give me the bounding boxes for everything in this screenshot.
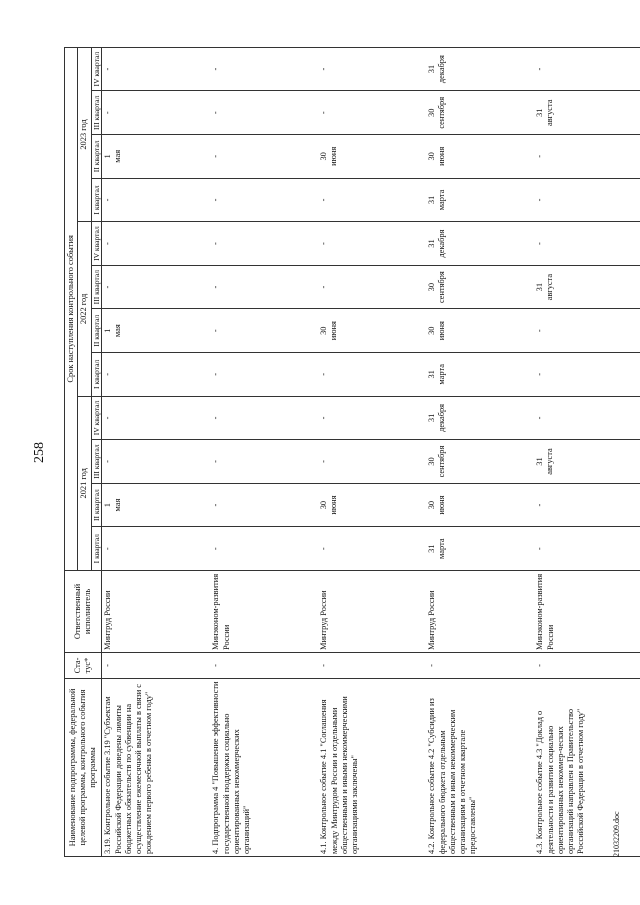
deadline-cell [102,353,211,397]
deadline-month: сентября [437,96,447,129]
row-executor: Минтруд России [426,571,534,653]
deadline-cell [210,483,318,527]
deadline-day: 31 [427,64,437,74]
deadline-cell [318,135,426,179]
page-number: 258 [32,442,47,463]
deadline-day: 1 [103,154,113,159]
table-row [426,47,534,856]
deadline-cell [210,222,318,266]
header-quarter: III квартал [91,440,102,484]
deadline-day: 30 [319,326,329,335]
deadline-month: мая [113,324,123,338]
header-quarter: IV квартал [91,47,102,91]
deadline-month: июня [329,495,339,515]
deadline-day: - [103,111,113,115]
table-row [318,47,426,856]
header-quarter: III квартал [91,265,102,309]
row-name: Подпрограмма 4 "Повышение эффективности государственной поддержки социально ориентированных некоммерческих организаций" [211,681,252,854]
deadline-month: марта [437,538,447,559]
row-name-cell [210,679,318,857]
deadline-day: - [535,503,545,507]
row-name-cell [534,679,640,857]
header-quarter: I квартал [91,353,102,397]
deadline-day: 31 [427,370,437,379]
deadline-day: - [319,67,329,71]
deadline-day: - [211,67,221,71]
deadline-day: - [103,67,113,71]
deadline-cell [318,353,426,397]
deadline-cell [210,440,318,484]
row-number: 4.1. [319,841,329,854]
deadline-month: июня [329,321,339,341]
deadline-cell [102,47,211,91]
deadline-cell [534,265,640,309]
deadline-day: - [211,111,221,115]
deadline-day: 1 [103,503,113,508]
deadline-day: - [103,285,113,289]
deadline-day: - [319,111,329,115]
deadline-month: декабря [437,229,447,258]
deadline-cell [318,527,426,571]
deadline-day: - [211,242,221,245]
deadline-cell [534,483,640,527]
deadline-day: - [535,67,545,71]
deadline-month: июня [329,146,339,166]
row-number: 3.19. [103,837,113,854]
deadline-cell [426,135,534,179]
deadline-cell [210,91,318,135]
deadline-cell [102,265,211,309]
row-name: Контрольное событие 4.3 "Доклад о деятельности и развитии социально ориентированных некоммер-ческих организаций направлен в Правительство Российской Федерации в отчетном году" [535,708,586,854]
header-year: 2022 год [78,222,91,396]
row-status: - [318,653,426,679]
deadline-cell [210,527,318,571]
deadline-cell [534,222,640,266]
deadline-month: марта [437,364,447,385]
header-quarter: III квартал [91,91,102,135]
deadline-cell [426,353,534,397]
deadline-day: - [535,154,545,158]
deadline-cell [318,47,426,91]
deadline-cell [318,265,426,309]
deadline-day: 31 [535,282,545,292]
deadline-cell [426,265,534,309]
deadline-cell [102,440,211,484]
row-number: 4. [211,847,221,854]
header-quarter: IV квартал [91,396,102,440]
deadline-cell [534,396,640,440]
header-year: 2021 год [78,396,91,570]
deadline-day: 31 [427,195,437,205]
deadline-cell [210,265,318,309]
deadline-day: - [535,416,545,420]
deadline-day: 31 [427,239,437,248]
deadline-cell [318,440,426,484]
header-executor: Ответственный исполнитель [65,571,102,653]
header-deadline: Срок наступления контрольного события [65,47,78,570]
deadline-cell [318,309,426,353]
deadline-cell [210,309,318,353]
row-executor: Минтруд России [102,571,211,653]
deadline-cell [318,396,426,440]
table-row [210,47,318,856]
deadline-cell [102,396,211,440]
deadline-day: - [211,198,221,202]
deadline-cell [210,353,318,397]
deadline-cell [102,222,211,266]
table-row [534,47,640,856]
deadline-cell [426,309,534,353]
deadline-day: - [319,372,329,376]
deadline-day: 30 [427,108,437,117]
row-executor: Минэконом-развития России [210,571,318,653]
deadline-day: - [103,416,113,420]
row-status: - [102,653,211,679]
deadline-month: августа [545,448,555,475]
row-name-cell [426,679,534,857]
deadline-day: - [211,329,221,333]
deadline-cell [102,483,211,527]
deadline-day: 30 [427,282,437,292]
deadline-cell [210,135,318,179]
deadline-month: мая [113,149,123,163]
header-quarter: II квартал [91,135,102,179]
row-name-cell [102,679,211,857]
header-quarter: II квартал [91,309,102,353]
deadline-month: мая [113,498,123,512]
table-body [102,47,640,856]
deadline-cell [102,309,211,353]
deadline-month: июня [437,321,447,341]
deadline-month: декабря [437,55,447,84]
deadline-day: 30 [427,457,437,466]
deadline-month: декабря [437,403,447,432]
deadline-cell [102,178,211,222]
file-name: 21032209.doc [612,811,621,857]
deadline-day: 30 [427,152,437,161]
header-year: 2023 год [78,47,91,222]
deadline-day: - [319,416,329,420]
deadline-cell [426,178,534,222]
deadline-day: - [211,372,221,376]
deadline-cell [534,440,640,484]
deadline-cell [426,483,534,527]
deadline-day: - [535,242,545,245]
deadline-day: - [319,460,329,463]
deadline-day: 30 [319,152,329,161]
deadline-cell [318,483,426,527]
deadline-cell [426,91,534,135]
row-status: - [210,653,318,679]
deadline-cell [426,222,534,266]
deadline-cell [534,309,640,353]
deadline-month: марта [437,189,447,211]
deadline-cell [426,527,534,571]
deadline-day: - [211,503,221,507]
deadline-day: - [103,460,113,463]
deadline-month: августа [545,99,555,127]
row-executor: Минэконом-развития России [534,571,640,653]
header-quarter: II квартал [91,483,102,527]
row-name: Контрольное событие 3.19 "Субъектам Российской Федерации доведены лимиты бюджетных обязательств по субвенции на осуществление ежемесячной выплаты в связи с рождением первого ребенка в отчетном году" [103,683,154,854]
deadline-month: августа [545,273,555,301]
header-quarter: I квартал [91,527,102,571]
header-quarter: I квартал [91,178,102,222]
deadline-day: - [211,154,221,158]
deadline-day: - [319,285,329,289]
deadline-day: 30 [319,500,329,510]
deadline-cell [102,135,211,179]
table-row [102,47,211,856]
deadline-day: 1 [103,328,113,333]
deadline-day: - [103,547,113,551]
deadline-day: - [319,198,329,202]
row-name-cell [318,679,426,857]
row-status: - [426,653,534,679]
row-number: 4.2. [427,841,437,854]
row-status: - [534,653,640,679]
deadline-day: - [211,285,221,289]
deadline-cell [534,91,640,135]
deadline-cell [318,91,426,135]
row-name: Контрольное событие 4.2 "Субсидии из федерального бюджета отдельным общественным и иным некоммерческим организациям в отчетном квартале предоставлены" [427,698,478,854]
deadline-day: - [103,198,113,202]
deadline-cell [426,47,534,91]
deadline-day: - [211,547,221,551]
deadline-cell [210,178,318,222]
deadline-day: - [211,460,221,463]
deadline-cell [426,396,534,440]
deadline-day: - [535,372,545,376]
deadline-day: - [535,198,545,202]
deadline-day: 30 [427,326,437,335]
deadline-day: - [535,329,545,333]
deadline-day: - [535,547,545,551]
deadline-cell [210,396,318,440]
deadline-month: сентября [437,445,447,478]
header-quarter: IV квартал [91,222,102,266]
deadline-day: 30 [427,500,437,510]
deadline-month: сентября [437,271,447,304]
row-name: Контрольное событие 4.1 "Соглашения между Минтрудом России и отдельными общественными и иными некоммерческими организациями заключены" [319,696,360,854]
deadline-cell [102,527,211,571]
deadline-day: - [211,416,221,420]
row-executor: Минтруд России [318,571,426,653]
header-name: Наименование подпрограммы, федеральной целевой программы, контрольного события программы [65,679,102,857]
header-status: Ста-тус* [65,653,102,679]
deadline-day: 31 [427,544,437,553]
deadline-day: - [103,242,113,245]
deadline-cell [102,91,211,135]
deadline-day: 31 [535,108,545,117]
deadline-day: - [103,372,113,376]
deadline-cell [318,178,426,222]
deadline-cell [534,135,640,179]
deadline-cell [534,47,640,91]
control-events-table [64,47,640,857]
deadline-cell [534,353,640,397]
deadline-cell [534,178,640,222]
deadline-month: июня [437,495,447,515]
deadline-cell [318,222,426,266]
deadline-cell [426,440,534,484]
deadline-day: - [319,547,329,551]
deadline-day: 31 [427,413,437,423]
deadline-cell [534,527,640,571]
row-number: 4.3. [535,841,545,854]
deadline-day: - [319,242,329,245]
deadline-month: июня [437,146,447,166]
deadline-day: 31 [535,457,545,466]
deadline-cell [210,47,318,91]
